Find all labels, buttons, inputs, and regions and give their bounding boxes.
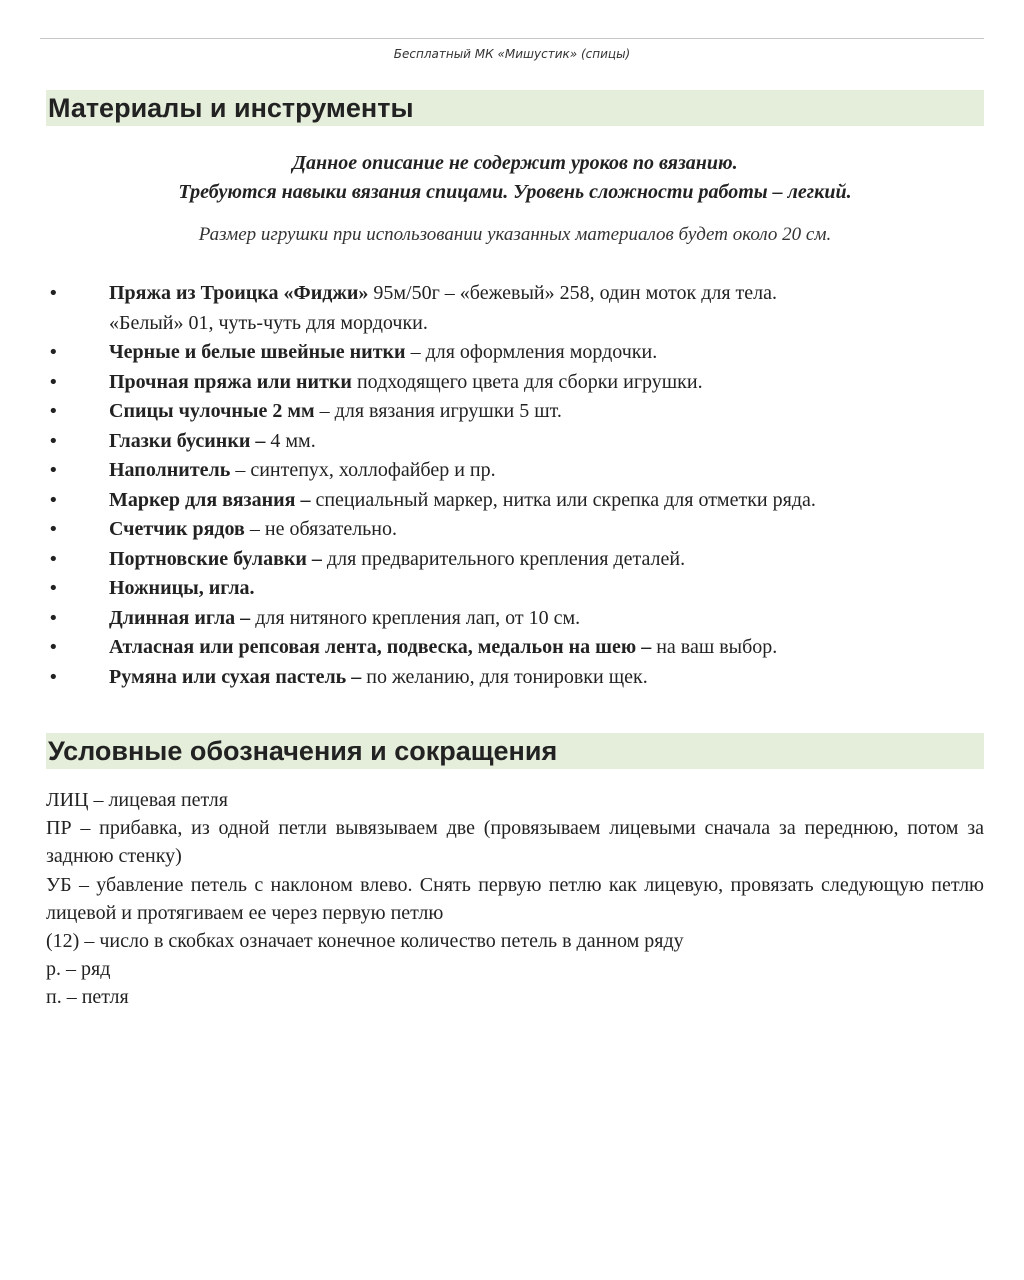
- abbreviation-entry: ПР – прибавка, из одной петли вывязываем две (провязываем лицевыми сначала за переднюю, потом за заднюю стенку): [46, 817, 984, 868]
- material-item-continuation: «Белый» 01, чуть-чуть для мордочки.: [109, 311, 428, 334]
- abbreviation-entry: (12) – число в скобках означает конечное количество петель в данном ряду: [46, 930, 684, 953]
- section-heading-materials: Материалы и инструменты: [46, 90, 984, 126]
- bullet-icon: •: [48, 666, 59, 688]
- bullet-icon: •: [48, 460, 59, 481]
- bullet-icon: •: [48, 489, 59, 511]
- material-item: [40, 604, 984, 634]
- material-item-name: Пряжа из Троицка «Фиджи»: [109, 282, 369, 304]
- material-item-description: 95м/50г – «бежевый» 258, один моток для тела.: [368, 282, 778, 304]
- material-item-description: подходящего цвета для сборки игрушки.: [351, 370, 703, 393]
- material-item-name: Румяна или сухая пастель –: [109, 665, 362, 688]
- material-item: [40, 338, 984, 368]
- section-heading-abbreviations: Условные обозначения и сокращения: [46, 733, 984, 769]
- abbreviation-entry: ЛИЦ – лицевая петля: [46, 789, 228, 811]
- material-item: [40, 456, 984, 486]
- material-item: [40, 279, 984, 338]
- material-item-description: для предварительного крепления деталей.: [321, 547, 686, 570]
- materials-list: [40, 279, 984, 692]
- material-item: [40, 663, 984, 693]
- material-item-name: Черные и белые швейные нитки: [109, 341, 406, 363]
- bullet-icon: •: [48, 637, 59, 658]
- material-item: [40, 574, 984, 604]
- material-item-name: Маркер для вязания –: [109, 488, 311, 511]
- bullet-icon: •: [48, 548, 59, 570]
- intro-line-2: Требуются навыки вязания спицами. Уровень сложности работы – легкий.: [178, 181, 852, 203]
- material-item-description: специальный маркер, нитка или скрепка для отметки ряда.: [310, 488, 816, 511]
- bullet-icon: •: [48, 519, 59, 540]
- material-item: [40, 368, 984, 398]
- material-item-name: Длинная игла –: [109, 606, 251, 629]
- material-item: [40, 397, 984, 427]
- material-item-name: Счетчик рядов: [109, 518, 245, 540]
- bullet-icon: •: [48, 283, 59, 304]
- material-item-name: Глазки бусинки –: [109, 429, 266, 452]
- abbreviation-entry: УБ – убавление петель с наклоном влево. Снять первую петлю как лицевую, провязать следующую петлю лицевой и протягиваем ее через первую петлю: [46, 873, 984, 924]
- material-item-description: 4 мм.: [265, 429, 316, 452]
- bullet-icon: •: [48, 371, 59, 393]
- bullet-icon: •: [48, 342, 59, 363]
- bullet-icon: •: [48, 401, 59, 422]
- material-item-description: – синтепух, холлофайбер и пр.: [230, 459, 496, 481]
- header-divider: [40, 38, 984, 39]
- intro-requirements: [46, 149, 984, 207]
- material-item-name: Наполнитель: [109, 459, 231, 481]
- bullet-icon: •: [48, 607, 59, 629]
- material-item-description: – для оформления мордочки.: [405, 341, 658, 363]
- material-item-name: Портновские булавки –: [109, 547, 322, 570]
- bullet-icon: •: [48, 430, 59, 452]
- material-item-name: Ножницы, игла.: [109, 577, 255, 599]
- material-item-description: для нитяного крепления лап, от 10 см.: [250, 606, 581, 629]
- material-item: [40, 545, 984, 575]
- page-header-title: Бесплатный МК «Мишустик» (спицы): [393, 47, 631, 61]
- material-item: [40, 633, 984, 663]
- abbreviation-entry: п. – петля: [46, 986, 129, 1009]
- bullet-icon: •: [48, 578, 59, 599]
- material-item-name: Атласная или репсовая лента, подвеска, медальон на шею –: [109, 636, 652, 658]
- intro-line-1: Данное описание не содержит уроков по вязанию.: [292, 152, 738, 174]
- material-item: [40, 486, 984, 516]
- material-item: [40, 427, 984, 457]
- abbreviation-entry: р. – ряд: [46, 958, 111, 981]
- size-note: Размер игрушки при использовании указанных материалов будет около 20 см.: [198, 224, 832, 245]
- material-item-name: Прочная пряжа или нитки: [109, 370, 352, 393]
- material-item-description: по желанию, для тонировки щек.: [361, 665, 648, 688]
- abbreviations-list: [46, 786, 984, 1012]
- material-item-description: – не обязательно.: [244, 518, 397, 540]
- material-item-description: на ваш выбор.: [651, 636, 778, 658]
- material-item-description: – для вязания игрушки 5 шт.: [314, 400, 562, 422]
- material-item-name: Спицы чулочные 2 мм: [109, 400, 315, 422]
- material-item: [40, 515, 984, 545]
